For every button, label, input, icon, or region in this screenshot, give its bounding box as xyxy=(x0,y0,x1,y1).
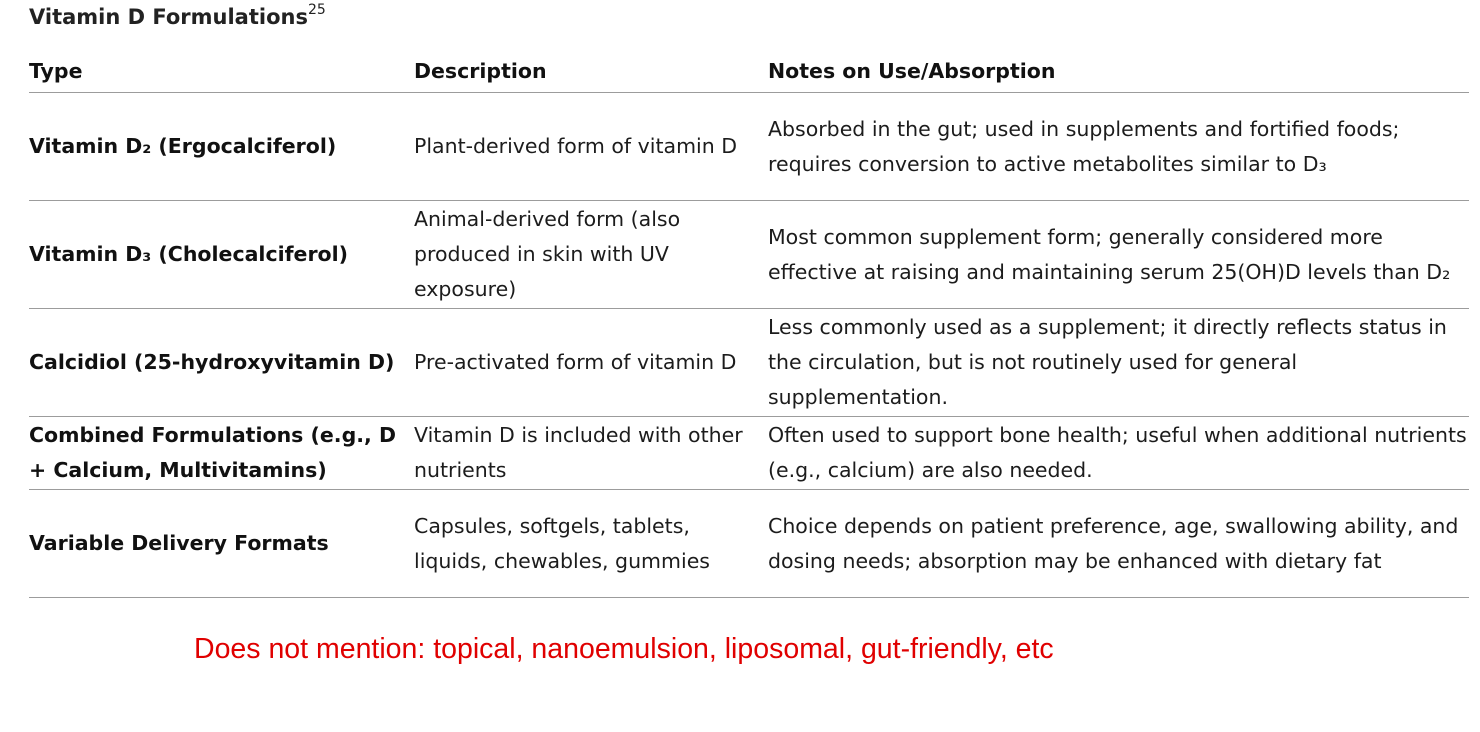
type-cell: Variable Delivery Formats xyxy=(29,490,414,598)
type-cell: Vitamin D₃ (Cholecalciferol) xyxy=(29,201,414,309)
column-header-notes: Notes on Use/Absorption xyxy=(768,56,1469,93)
column-header-description: Description xyxy=(414,56,768,93)
type-cell: Combined Formulations (e.g., D + Calcium, Multivitamins) xyxy=(29,417,414,490)
table-row xyxy=(29,309,1469,417)
annotation-note: Does not mention: topical, nanoemulsion, liposomal, gut-friendly, etc xyxy=(194,633,1054,665)
notes-cell: Often used to support bone health; useful when additional nutrients (e.g., calcium) are also needed. xyxy=(768,417,1469,490)
description-cell: Pre-activated form of vitamin D xyxy=(414,309,768,417)
description-cell: Plant-derived form of vitamin D xyxy=(414,93,768,201)
notes-cell: Absorbed in the gut; used in supplements and fortified foods; requires conversion to active metabolites similar to D₃ xyxy=(768,93,1469,201)
notes-cell: Choice depends on patient preference, age, swallowing ability, and dosing needs; absorption may be enhanced with dietary fat xyxy=(768,490,1469,598)
notes-cell: Most common supplement form; generally considered more effective at raising and maintaining serum 25(OH)D levels than D₂ xyxy=(768,201,1469,309)
column-header-type: Type xyxy=(29,56,414,93)
notes-cell: Less commonly used as a supplement; it directly reflects status in the circulation, but is not routinely used for general supplementation. xyxy=(768,309,1469,417)
description-cell: Vitamin D is included with other nutrients xyxy=(414,417,768,490)
table-header-row xyxy=(29,56,1469,93)
table-row xyxy=(29,417,1469,490)
table-row xyxy=(29,201,1469,309)
description-cell: Animal-derived form (also produced in skin with UV exposure) xyxy=(414,201,768,309)
table-title xyxy=(29,4,326,29)
type-cell: Calcidiol (25-hydroxyvitamin D) xyxy=(29,309,414,417)
table-title-text: Vitamin D Formulations xyxy=(29,5,308,29)
footnote-reference[interactable]: 25 xyxy=(307,2,326,18)
formulations-table xyxy=(29,56,1469,598)
table-row xyxy=(29,93,1469,201)
description-cell: Capsules, softgels, tablets, liquids, chewables, gummies xyxy=(414,490,768,598)
type-cell: Vitamin D₂ (Ergocalciferol) xyxy=(29,93,414,201)
table-row xyxy=(29,490,1469,598)
